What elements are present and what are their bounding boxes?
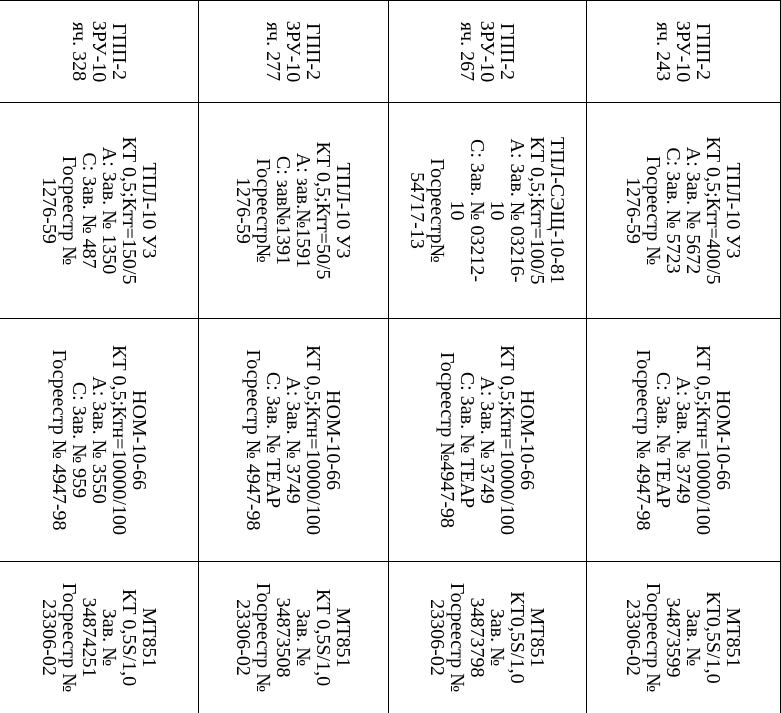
cell-text: С: Зав. № 959 (68, 381, 90, 499)
cell-text: ГПП-2 (496, 22, 519, 81)
cell-text: Госреестр № (446, 582, 469, 693)
cell-text: МТ851 (526, 607, 549, 668)
cell-text: Зав. № (486, 608, 509, 667)
cell-text: КТ 0,5;Ктн=10000/100 (692, 345, 715, 535)
cell-text: КТ 0,5;Ктн=10000/100 (496, 345, 519, 535)
cell-text: Госреестр №4947-98 (436, 351, 459, 529)
cell-text: Зав. № (98, 608, 120, 667)
meter-cell (587, 562, 781, 713)
cell-text: ЗРУ-10 (282, 20, 305, 83)
cell-text: 23306-02 (622, 599, 645, 676)
cell-text: ГПП-2 (692, 22, 715, 81)
cell-text: ТПЛ-10 У3 (138, 162, 160, 259)
cell-text: КТ0,5S/1,0 (702, 591, 725, 684)
cell-text: ТПЛ-10 У3 (332, 162, 355, 259)
meter-cell (199, 562, 389, 713)
cell-text: ГПП-2 (302, 22, 325, 81)
cell-text: ЗРУ-10 (476, 20, 499, 83)
cell-text: Госреестр № (642, 155, 665, 266)
cell-text: Госреестр№ (426, 158, 449, 263)
cell-text: НОМ-10-66 (712, 390, 735, 490)
cell-text: ТПЛ-СЭЩ-10-81 (546, 137, 569, 284)
cell-text: 34873508 (272, 597, 295, 678)
voltage-transformer-cell (0, 319, 199, 562)
cell-text: С: Зав. № ТЕАР (652, 371, 675, 509)
meter-cell (0, 562, 199, 713)
table-row (389, 1, 587, 713)
current-transformer-cell (199, 103, 389, 319)
table-row (0, 1, 199, 713)
cell-text: 1276-59 (232, 177, 255, 244)
cell-text: 10 (486, 200, 509, 221)
cell-text: МТ851 (138, 607, 160, 668)
cell-text: ГПП-2 (108, 22, 130, 81)
cell-text: 54717-13 (406, 172, 429, 249)
cell-text: С: Зав. № ТЕАР (456, 371, 479, 509)
cell-text: КТ 0,5;Ктт=100/5 (526, 136, 549, 285)
cell-text: МТ851 (722, 607, 745, 668)
cell-text: А: Зав. № 3749 (672, 376, 695, 504)
cell-text: А: Зав. № 5672 (682, 146, 705, 275)
cell-text: Госреестр № 4947-98 (48, 349, 70, 531)
cell-text: яч. 328 (68, 21, 90, 82)
cell-text: яч. 277 (262, 21, 285, 82)
cell-text: А: Зав. № 1350 (98, 146, 120, 275)
cell-text: А: Зав. № 3550 (88, 376, 110, 504)
cell-text: Госреестр№ (252, 158, 275, 263)
voltage-transformer-cell (389, 319, 587, 562)
cell-text: А: зав.№1591 (292, 152, 315, 269)
cell-text: яч. 243 (652, 21, 675, 82)
cell-text: 34873599 (662, 597, 685, 678)
cell-text: КТ 0,5;Ктн=10000/100 (108, 345, 130, 535)
cell-text: С: Зав. № ТЕАР (262, 371, 285, 509)
cell-location (0, 1, 199, 103)
cell-text: С: Зав. № 5723 (662, 147, 685, 274)
current-transformer-cell (587, 103, 781, 319)
cell-text: А: Зав. № 3749 (282, 376, 305, 504)
voltage-transformer-cell (587, 319, 781, 562)
cell-text: КТ 0,5;Ктт=150/5 (118, 136, 140, 285)
cell-text: С: зав№1391 (272, 155, 295, 266)
cell-text: Госреестр № 4947-98 (632, 349, 655, 531)
cell-text: ЗРУ-10 (88, 20, 110, 83)
cell-text: С: Зав. № 03212- (466, 139, 489, 282)
cell-text: КТ 0,5;Ктт=400/5 (702, 136, 725, 285)
cell-text: НОМ-10-66 (516, 390, 539, 490)
cell-text: КТ 0,5;Ктт=50/5 (312, 141, 335, 280)
cell-text: 23306-02 (38, 599, 60, 676)
cell-location (199, 1, 389, 103)
cell-text: Госреестр № (58, 582, 80, 693)
cell-location (587, 1, 781, 103)
cell-text: ЗРУ-10 (672, 20, 695, 83)
cell-text: КТ 0,5S/1,0 (312, 588, 335, 687)
cell-text: 34874251 (78, 597, 100, 678)
cell-text: 23306-02 (426, 599, 449, 676)
table-row (587, 1, 781, 713)
cell-text: 10 (446, 200, 469, 221)
current-transformer-cell (389, 103, 587, 319)
cell-text: КТ0,5S/1,0 (506, 591, 529, 684)
cell-text: Госреестр № (642, 582, 665, 693)
cell-text: А: Зав. № 03216- (506, 138, 529, 283)
cell-text: ТПЛ-10 У3 (722, 162, 745, 259)
cell-text: КТ 0,5S/1,0 (118, 588, 140, 687)
voltage-transformer-cell (199, 319, 389, 562)
cell-text: А: Зав. № 3749 (476, 376, 499, 504)
cell-text: яч. 267 (456, 21, 479, 82)
cell-text: 23306-02 (232, 599, 255, 676)
cell-text: 34873798 (466, 597, 489, 678)
cell-text: НОМ-10-66 (322, 390, 345, 490)
table-row (199, 1, 389, 713)
cell-text: 1276-59 (38, 177, 60, 244)
cell-text: 1276-59 (622, 177, 645, 244)
cell-text: Госреестр № (252, 582, 275, 693)
cell-text: НОМ-10-66 (128, 390, 150, 490)
cell-text: МТ851 (332, 607, 355, 668)
cell-text: Госреестр № 4947-98 (242, 349, 265, 531)
cell-location (389, 1, 587, 103)
current-transformer-cell (0, 103, 199, 319)
cell-text: КТ 0,5;Ктн=10000/100 (302, 345, 325, 535)
cell-text: Зав. № (682, 608, 705, 667)
cell-text: С: Зав. № 487 (78, 152, 100, 269)
meter-cell (389, 562, 587, 713)
cell-text: Госреестр № (58, 155, 80, 266)
cell-text: Зав. № (292, 608, 315, 667)
